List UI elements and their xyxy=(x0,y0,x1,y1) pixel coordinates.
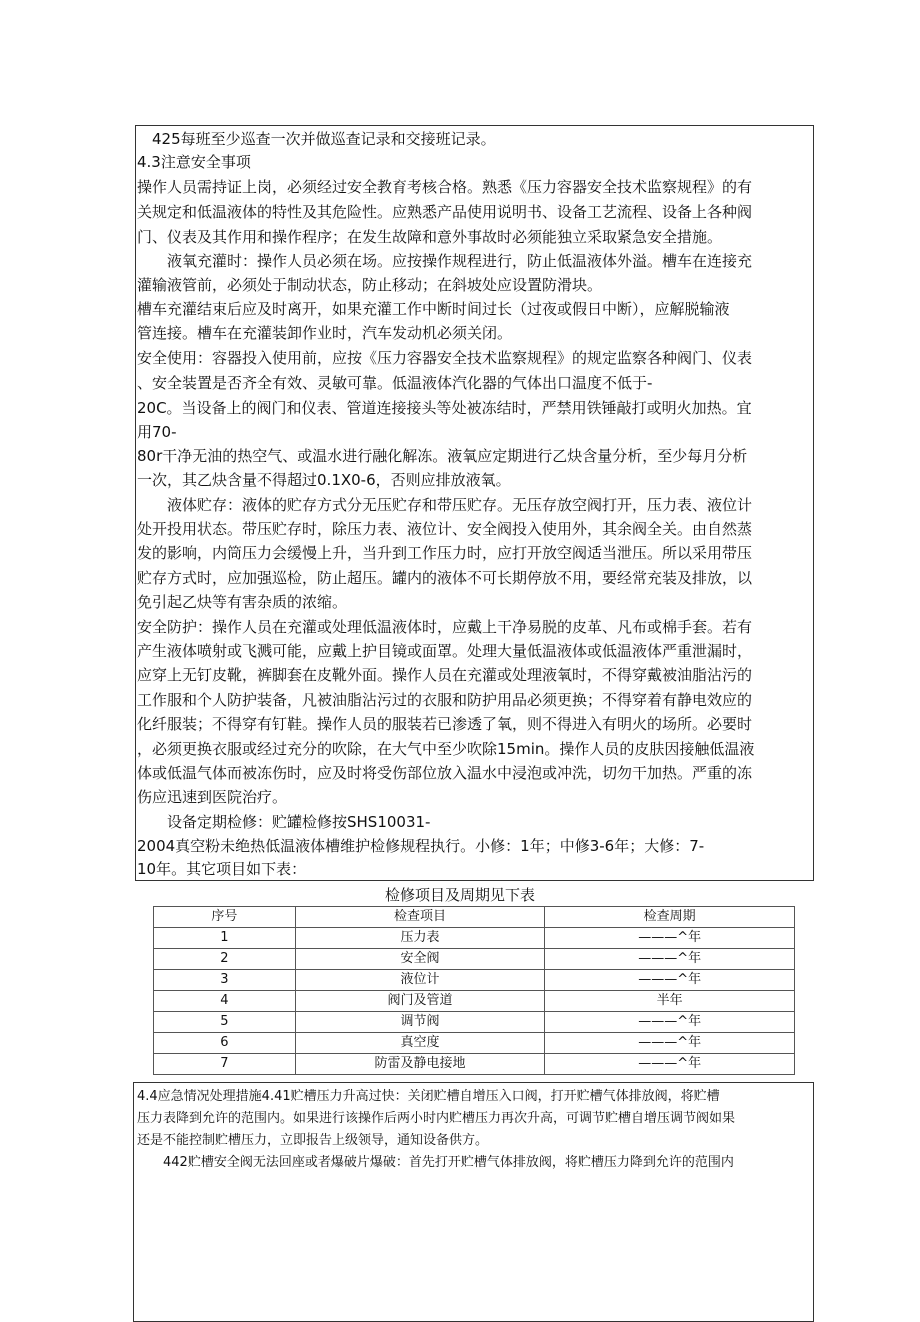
header-cell: 检查周期 xyxy=(545,907,795,928)
text-line: 化纤服装；不得穿有钉鞋。操作人员的服装若已渗透了氧，则不得进入有明火的场所。必要时 xyxy=(137,715,753,733)
table-cell: ———^年 xyxy=(545,1012,795,1033)
text-line: 液氧充灌时：操作人员必须在场。应按操作规程进行，防止低温液体外溢。槽车在连接充 xyxy=(137,252,753,270)
text-line: 设备定期检修：贮罐检修按SHS10031- xyxy=(137,813,431,831)
table-cell: 阀门及管道 xyxy=(295,991,545,1012)
table-row xyxy=(154,1012,795,1033)
section-heading: 4.3注意安全事项 xyxy=(137,153,251,171)
text-line: 安全防护：操作人员在充灌或处理低温液体时，应戴上干净易脱的皮革、凡布或棉手套。若有 xyxy=(137,618,753,636)
text-line: 压力表降到允许的范围内。如果进行该操作后两小时内贮槽压力再次升高，可调节贮槽自增压调节阀如果 xyxy=(137,1111,736,1126)
text-line: 免引起乙炔等有害杂质的浓缩。 xyxy=(137,593,348,611)
text-line: 80r干净无油的热空气、或温水进行融化解冻。液氧应定期进行乙炔含量分析，至少每月分析 xyxy=(137,447,748,465)
table-cell: ———^年 xyxy=(545,1033,795,1054)
table-row xyxy=(154,1033,795,1054)
text-line: 伤应迅速到医院治疗。 xyxy=(137,788,288,806)
text-line: 10年。其它项目如下表： xyxy=(137,860,307,878)
table-row xyxy=(154,1054,795,1075)
text-line: 液体贮存：液体的贮存方式分无压贮存和带压贮存。无压存放空阀打开，压力表、液位计 xyxy=(137,496,753,514)
text-line: 门、仪表及其作用和操作程序；在发生故障和意外事故时必须能独立采取紧急安全措施。 xyxy=(137,228,723,246)
table-cell: 1 xyxy=(154,928,296,949)
table-cell: 4 xyxy=(154,991,296,1012)
text-line: 425每班至少巡查一次并做巡查记录和交接班记录。 xyxy=(137,130,496,148)
text-line: 管连接。槽车在充灌装卸作业时，汽车发动机必须关闭。 xyxy=(137,324,513,342)
table-cell: 压力表 xyxy=(295,928,545,949)
table-cell: 3 xyxy=(154,970,296,991)
text-line: 体或低温气体而被冻伤时，应及时将受伤部位放入温水中浸泡或冲洗，切勿干加热。严重的冻 xyxy=(137,764,753,782)
table-cell: 调节阀 xyxy=(295,1012,545,1033)
text-line: 处开投用状态。带压贮存时，除压力表、液位计、安全阀投入使用外，其余阀全关。由自然蒸 xyxy=(137,520,753,538)
table-cell: 安全阀 xyxy=(295,949,545,970)
table-header-row xyxy=(154,907,795,928)
table-cell: 液位计 xyxy=(295,970,545,991)
table-row xyxy=(154,991,795,1012)
header-cell: 序号 xyxy=(154,907,296,928)
maintenance-table xyxy=(153,906,795,1075)
table-cell: 7 xyxy=(154,1054,296,1075)
table-cell: 真空度 xyxy=(295,1033,545,1054)
text-line: 发的影响，内筒压力会缓慢上升，当升到工作压力时，应打开放空阀适当泄压。所以采用带压 xyxy=(137,544,753,562)
text-line: 产生液体喷射或飞溅可能，应戴上护目镜或面罩。处理大量低温液体或低温液体严重泄漏时， xyxy=(137,642,753,660)
text-line: 安全使用：容器投入使用前，应按《压力容器安全技术监察规程》的规定监察各种阀门、仪表 xyxy=(137,349,753,367)
table-row xyxy=(154,928,795,949)
table-cell: 2 xyxy=(154,949,296,970)
text-line: 贮存方式时，应加强巡检，防止超压。罐内的液体不可长期停放不用，要经常充装及排放，以 xyxy=(137,569,753,587)
text-line: 442贮槽安全阀无法回座或者爆破片爆破：首先打开贮槽气体排放阀，将贮槽压力降到允许的范围内 xyxy=(137,1155,734,1170)
table-row xyxy=(154,970,795,991)
text-line: 20C。当设备上的阀门和仪表、管道连接接头等处被冻结时，严禁用铁锤敲打或明火加热。宜 xyxy=(137,399,752,417)
table-cell: 半年 xyxy=(545,991,795,1012)
text-line: ，必须更换衣服或经过充分的吹除，在大气中至少吹除15min。操作人员的皮肤因接触低温液 xyxy=(137,740,755,758)
table-caption: 检修项目及周期见下表 xyxy=(384,886,535,904)
header-cell: 检查项目 xyxy=(295,907,545,928)
table-cell: ———^年 xyxy=(545,970,795,991)
text-line: 灌输液管前，必须处于制动状态，防止移动；在斜坡处应设置防滑块。 xyxy=(137,276,603,294)
table-cell: 防雷及静电接地 xyxy=(295,1054,545,1075)
table-cell: ———^年 xyxy=(545,949,795,970)
text-line: 关规定和低温液体的特性及其危险性。应熟悉产品使用说明书、设备工艺流程、设备上各种阀 xyxy=(137,203,753,221)
text-line: 用70- xyxy=(137,423,177,441)
table-cell: ———^年 xyxy=(545,1054,795,1075)
text-line: 工作服和个人防护装备，凡被油脂沾污过的衣服和防护用品必须更换；不得穿着有静电效应的 xyxy=(137,691,753,709)
table-cell: 5 xyxy=(154,1012,296,1033)
text-line: 还是不能控制贮槽压力，立即报告上级领导，通知设备供方。 xyxy=(137,1133,489,1148)
table-cell: 6 xyxy=(154,1033,296,1054)
table-cell: ———^年 xyxy=(545,928,795,949)
text-line: 4.4应急情况处理措施4.41贮槽压力升高过快：关闭贮槽自增压入口阀，打开贮槽气体排放阀，将贮槽 xyxy=(137,1089,720,1104)
text-line: 、安全装置是否齐全有效、灵敏可靠。低温液体汽化器的气体出口温度不低于- xyxy=(137,374,653,392)
text-line: 2004真空粉未绝热低温液体槽维护检修规程执行。小修：1年；中修3-6年；大修：7- xyxy=(137,837,705,855)
text-line: 操作人员需持证上岗，必须经过安全教育考核合格。熟悉《压力容器安全技术监察规程》的有 xyxy=(137,178,753,196)
table-row xyxy=(154,949,795,970)
text-line: 一次，其乙炔含量不得超过0.1X0-6，否则应排放液氧。 xyxy=(137,471,511,489)
text-line: 槽车充灌结束后应及时离开，如果充灌工作中断时间过长（过夜或假日中断），应解脱输液 xyxy=(137,300,730,318)
text-line: 应穿上无钉皮靴，裤脚套在皮靴外面。操作人员在充灌或处理液氧时，不得穿戴被油脂沾污的 xyxy=(137,666,753,684)
